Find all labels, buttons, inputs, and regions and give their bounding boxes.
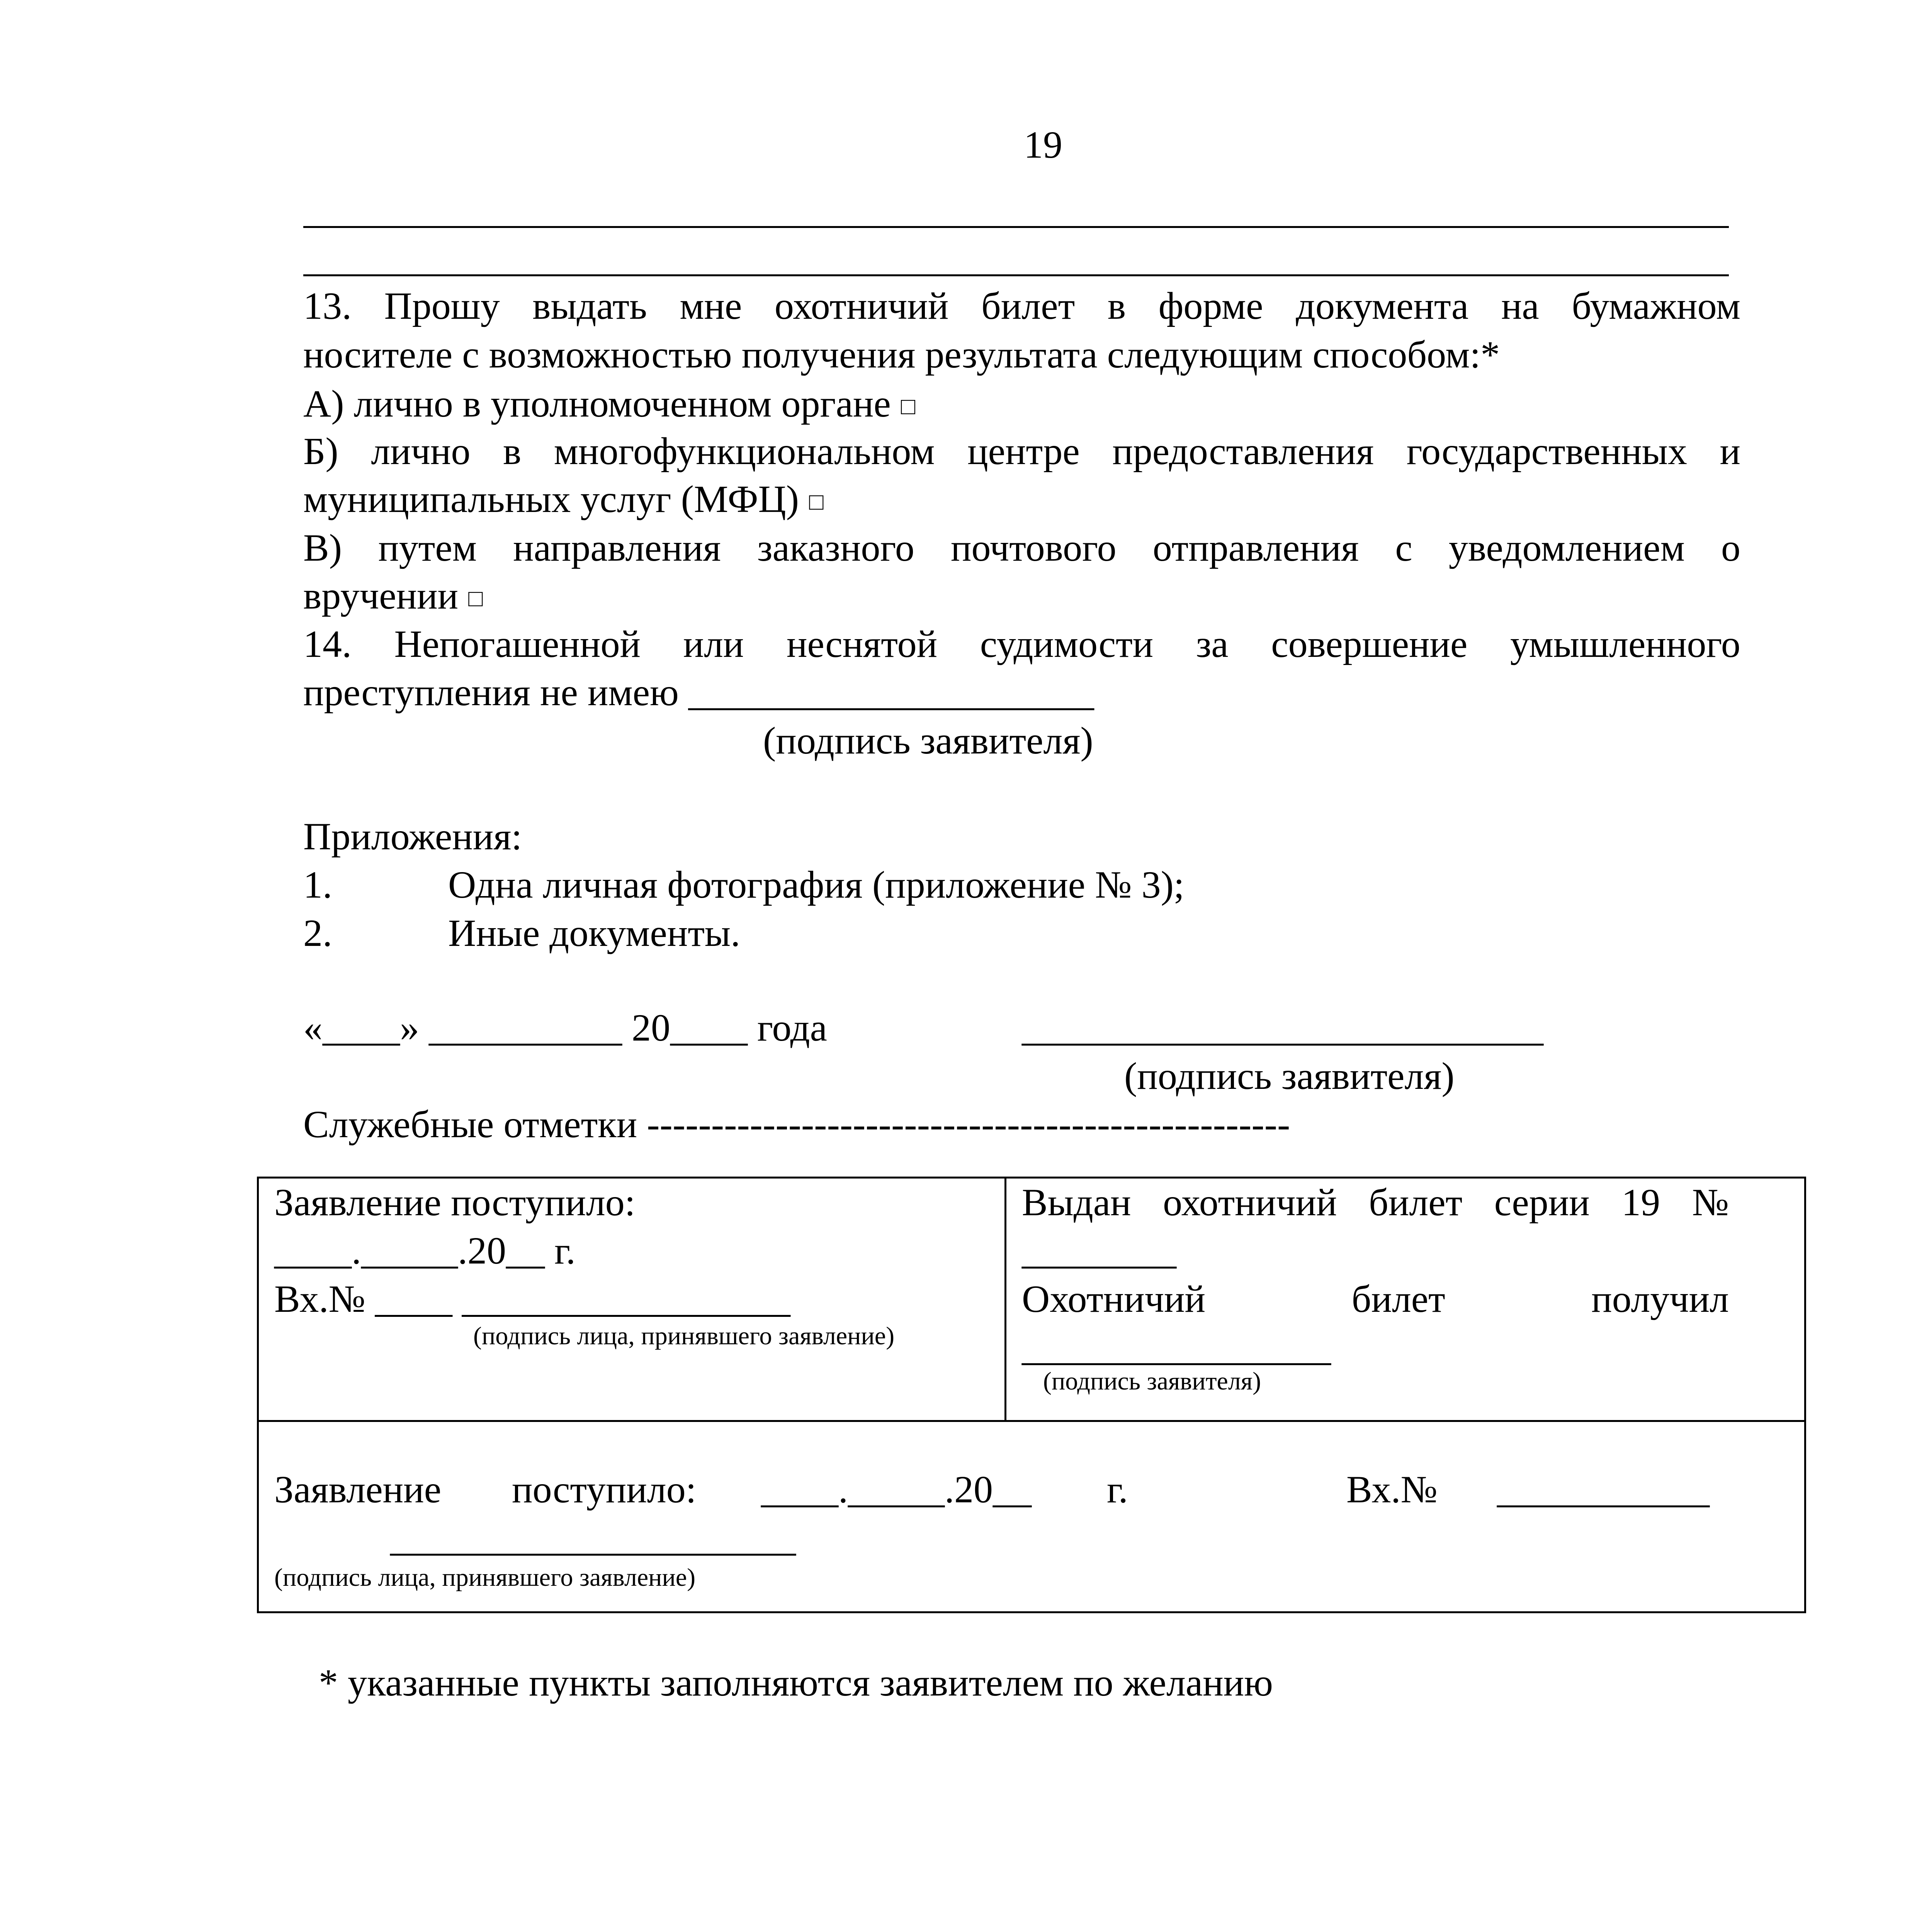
- word: с: [1395, 526, 1412, 569]
- word: охотничий: [1163, 1181, 1337, 1224]
- word: направления: [513, 526, 721, 569]
- attachment-text: Иные документы.: [448, 912, 741, 954]
- word: уведомлением: [1448, 526, 1685, 569]
- date-line[interactable]: «____» __________ 20____ года: [303, 1006, 827, 1049]
- right-cell-caption: (подпись заявителя): [1043, 1367, 1261, 1395]
- word: или: [683, 622, 744, 665]
- bottom-word: Вх.№: [1346, 1468, 1438, 1511]
- left-cell-date[interactable]: ____._____.20__ г.: [274, 1229, 576, 1272]
- right-cell-issued-blank[interactable]: ________: [1022, 1229, 1176, 1272]
- footnote: * указанные пункты заполняются заявителем по желанию: [319, 1661, 1273, 1704]
- option-a-checkbox[interactable]: □: [901, 393, 916, 420]
- word: форме: [1158, 284, 1263, 327]
- word: в: [1107, 284, 1126, 327]
- option-a-label: А) лично в уполномоченном органе: [303, 382, 891, 425]
- attachment-number: 1.: [303, 863, 332, 906]
- bottom-caption: (подпись лица, принявшего заявление): [274, 1563, 696, 1592]
- word: 13.: [303, 284, 352, 327]
- service-marks: Служебные отметки --------------------------------------------------: [303, 1103, 1290, 1146]
- word: билет: [981, 284, 1075, 327]
- word: билет: [1368, 1181, 1463, 1224]
- word: почтового: [950, 526, 1117, 569]
- word: бумажном: [1572, 284, 1740, 327]
- attachment-item: [303, 914, 740, 952]
- right-cell-issued: [1022, 1183, 1729, 1222]
- option-a: [303, 384, 915, 426]
- word: путем: [378, 526, 477, 569]
- word: охотничий: [774, 284, 949, 327]
- option-c-line2: [303, 574, 483, 618]
- bottom-reg-blank[interactable]: ___________: [1497, 1468, 1710, 1511]
- word: Непогашенной: [394, 622, 641, 665]
- word: Охотничий: [1022, 1277, 1206, 1320]
- left-cell-caption: (подпись лица, принявшего заявление): [473, 1322, 895, 1350]
- option-b-line1: [303, 432, 1740, 471]
- word: Выдан: [1022, 1181, 1131, 1224]
- word: Прошу: [384, 284, 500, 327]
- word: и: [1720, 430, 1740, 473]
- word: серии: [1494, 1181, 1590, 1224]
- option-c-checkbox[interactable]: □: [468, 585, 483, 612]
- bottom-signature-blank[interactable]: _____________________: [390, 1516, 796, 1559]
- word: отправления: [1152, 526, 1359, 569]
- word: Б): [303, 430, 338, 473]
- option-b-line2: [303, 480, 824, 521]
- item14-signature-blank[interactable]: _____________________: [688, 671, 1094, 714]
- word: на: [1501, 284, 1539, 327]
- word: 19: [1621, 1181, 1660, 1224]
- word: мне: [680, 284, 742, 327]
- item13-line2: носителе с возможностью получения результата следующим способом:*: [303, 333, 1500, 376]
- word: предоставления: [1112, 430, 1374, 473]
- bottom-word: поступило:: [512, 1468, 697, 1511]
- word: центре: [967, 430, 1080, 473]
- word: о: [1721, 526, 1740, 569]
- date-signature-blank[interactable]: ___________________________: [1022, 1006, 1543, 1049]
- word: 14.: [303, 622, 352, 665]
- word: неснятой: [786, 622, 938, 665]
- bottom-date[interactable]: ____._____.20__: [761, 1468, 1032, 1511]
- word: за: [1196, 622, 1229, 665]
- date-signature-caption: (подпись заявителя): [1124, 1054, 1455, 1097]
- word: В): [303, 526, 342, 569]
- left-cell-reg-number[interactable]: Вх.№ ____ _________________: [274, 1277, 790, 1320]
- word: лично: [371, 430, 471, 473]
- option-c-label: вручении: [303, 574, 459, 617]
- item13-line1: [303, 284, 1740, 327]
- fill-line: [303, 274, 1729, 276]
- table-column-divider: [1004, 1177, 1006, 1422]
- bottom-word: Заявление: [274, 1468, 442, 1511]
- word: совершение: [1271, 622, 1468, 665]
- word: билет: [1351, 1277, 1445, 1320]
- option-b-checkbox[interactable]: □: [809, 489, 824, 515]
- word: выдать: [532, 284, 647, 327]
- right-cell-received: [1022, 1277, 1729, 1320]
- item14-line1: [303, 622, 1740, 665]
- right-cell-received-blank[interactable]: ________________: [1022, 1326, 1331, 1369]
- fill-line: [303, 226, 1729, 228]
- word: получил: [1591, 1277, 1729, 1320]
- table-row-divider: [257, 1420, 1806, 1422]
- attachment-number: 2.: [303, 912, 332, 954]
- word: в: [503, 430, 522, 473]
- item14-line2: [303, 673, 1094, 712]
- option-c-line1: [303, 526, 1740, 569]
- page-number: 19: [1024, 123, 1062, 166]
- item14-caption: (подпись заявителя): [763, 719, 1093, 762]
- bottom-word: г.: [1107, 1468, 1128, 1511]
- word: №: [1692, 1181, 1729, 1224]
- word: государственных: [1406, 430, 1687, 473]
- attachment-item: [303, 863, 1185, 906]
- attachments-heading: Приложения:: [303, 815, 522, 858]
- option-b-label: муниципальных услуг (МФЦ): [303, 478, 799, 520]
- word: многофункциональном: [554, 430, 935, 473]
- word: заказного: [757, 526, 914, 569]
- word: судимости: [980, 622, 1154, 665]
- word: умышленного: [1510, 622, 1740, 665]
- word: документа: [1296, 284, 1469, 327]
- left-cell-title: Заявление поступило:: [274, 1181, 636, 1224]
- attachment-text: Одна личная фотография (приложение № 3);: [448, 863, 1185, 906]
- item14-text: преступления не имею: [303, 671, 679, 714]
